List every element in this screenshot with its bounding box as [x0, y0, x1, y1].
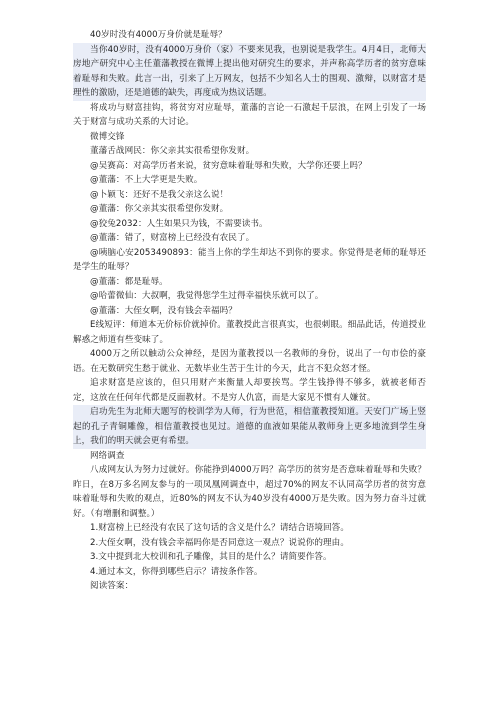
paragraph: @董藩：不上大学更是失败。 [90, 175, 203, 185]
paragraph: 网络调查 [90, 450, 125, 461]
paragraph: 4.通过本文，你得到哪些启示？请按条作答。 [90, 566, 263, 577]
paragraph: 启功先生为北师大题写的校训学为人师，行为世范，相信董教授知道。天安门广场上竖起的孔子青铜雕像，相信董教授也见过。道德的血液如果能从教师身上更多地流到学生身上，我们的明天就会更有希望。 [73, 405, 426, 449]
paragraph: @董藩：错了，财富榜上已经没有农民了。 [90, 233, 255, 243]
paragraph: 将成功与财富挂钩，将贫穷对应耻辱，董藩的言论一石激起千层浪，在网上引发了一场关于财富与成功关系的大讨论。 [73, 102, 426, 127]
paragraph: @董藩：都是耻辱。 [90, 276, 168, 287]
paragraph: 1.财富榜上已经没有农民了这句话的含义是什么？请结合语境回答。 [90, 523, 349, 533]
paragraph: 追求财富是应该的，但只用财产来衡量人却要挨骂。学生钱挣得不够多，就被老师否定，这放在任何年代都是反面教材。不是穷人仇富，而是大家见不惯有人嫌贫。 [73, 378, 426, 403]
paragraph: 当你40岁时，没有4000万身价（家）不要来见我，也别说是我学生。4月4日，北师大房地产研究中心主任董藩教授在微博上提出他对研究生的要求，并声称高学历者的贫穷意味着耻辱和失败。此言一出，引来了上万网友，包括不少知名人士的围观、激辩，以财富才是理性的激励，还是道德的缺失，再度成为热议话题。 [73, 43, 426, 101]
document-page [73, 28, 426, 594]
paragraph: 40岁时没有4000万身价就是耻辱？ [90, 30, 227, 40]
paragraph: 2.大侄女啊，没有钱会幸福吗你是否同意这一观点？说说你的理由。 [90, 537, 349, 548]
paragraph: E线短评：师道本无价标价就掉价。董教授此言很真实，也很刺眼。细品此话，传道授业解惑之师道有些变味了。 [73, 320, 426, 345]
paragraph: 4000万之所以触动公众神经，是因为董教授以一名教师的身份，说出了一句市侩的豪语。在无数研究生愁于就业、无数毕业生苦于生计的今天，此言不犯众怒才怪。 [73, 349, 426, 374]
paragraph: @卜颖飞：还好不是我父亲这么说！ [90, 189, 229, 200]
paragraph: 董藩舌战网民：你父亲其实很希望你发财。 [90, 146, 255, 156]
paragraph: @咦脑心安2053490893：能当上你的学生却达不到你的要求。你觉得是老师的耻辱还是学生的耻辱？ [73, 247, 426, 272]
paragraph: 八成网友认为努力过就好。你能挣到4000万吗？高学历的贫穷是否意味着耻辱和失败？昨日，在8万多名网友参与的一项凤凰网调查中，超过70%的网友不认同高学历者的贫穷意味着耻辱和失败的观点，近80%的网友不认为40岁没有4000万是失败。因为努力奋斗过就好。（有增删和调整。） [73, 465, 426, 519]
paragraph: 微博交锋 [90, 131, 125, 142]
paragraph: 3.文中提到北大校训和孔子雕像，其目的是什么？请简要作答。 [90, 552, 332, 562]
paragraph: 阅读答案： [90, 581, 134, 591]
paragraph: @哈蕾微仙：大叔啊，我觉得您学生过得幸福快乐就可以了。 [90, 291, 324, 301]
paragraph: @吴赛高：对高学历者来说，贫穷意味着耻辱和失败，大学你还要上吗？ [90, 160, 367, 171]
paragraph: @董藩：大侄女啊，没有钱会幸福吗？ [90, 305, 237, 316]
paragraph: @董藩：你父亲其实很希望你发财。 [90, 204, 229, 214]
paragraph: @狡兔2032：人生如果只为钱，不需要读书。 [90, 218, 268, 229]
